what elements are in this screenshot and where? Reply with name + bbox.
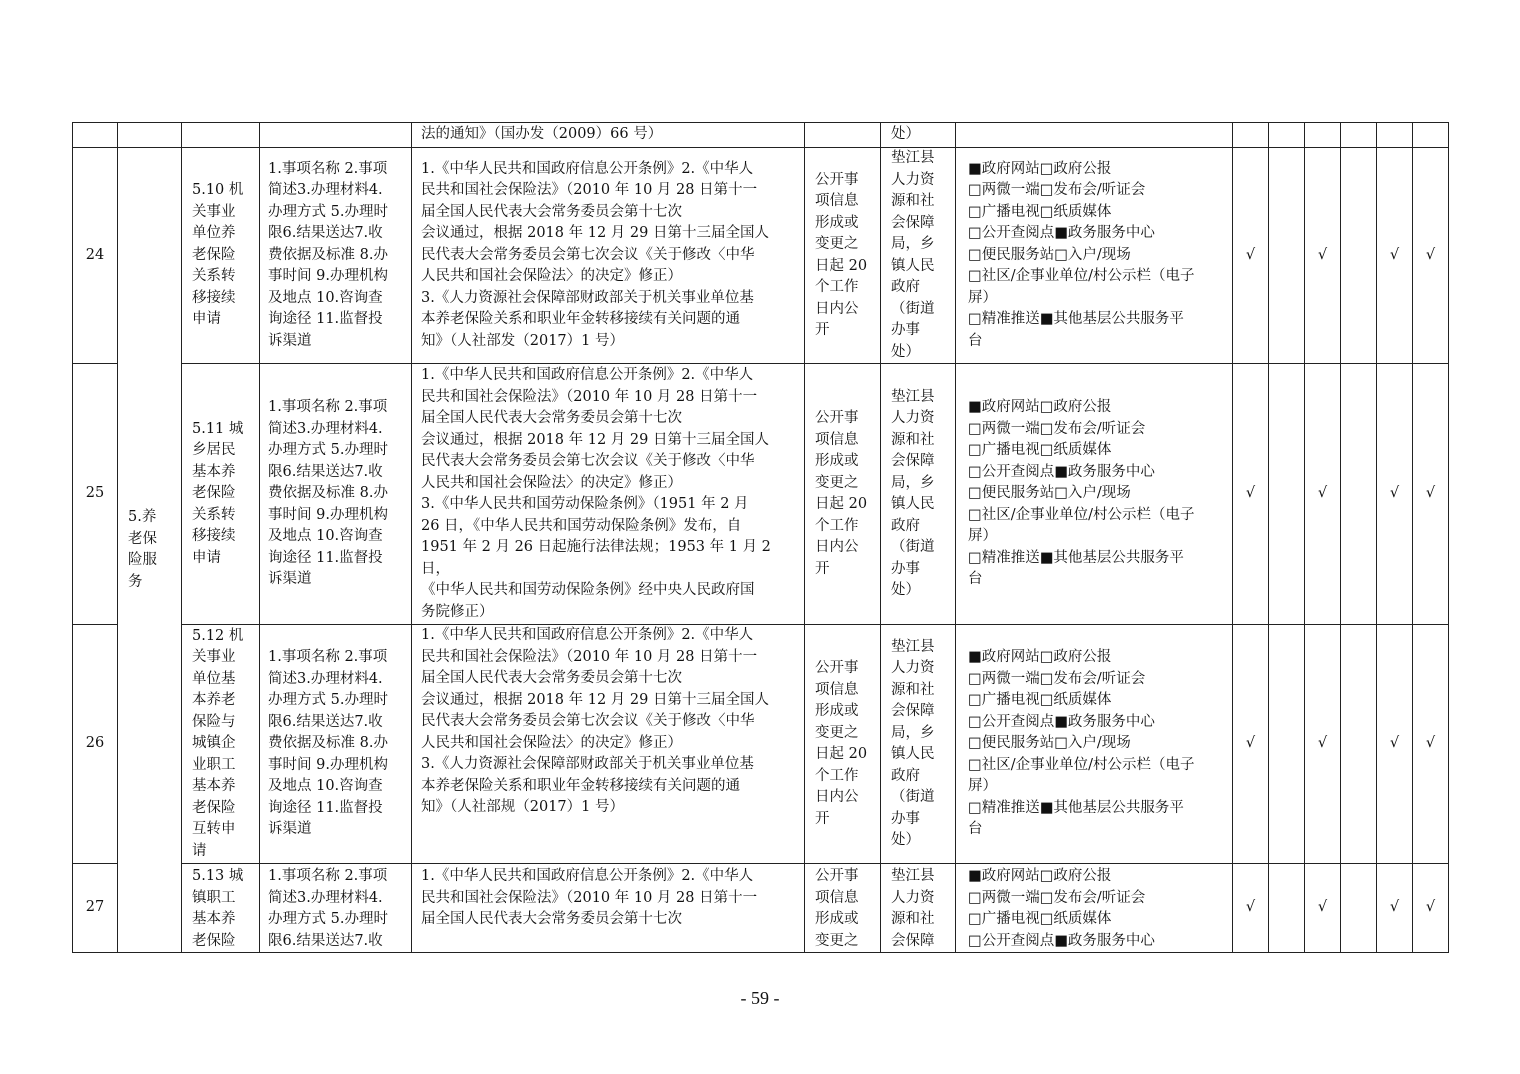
content-cell <box>260 864 412 953</box>
content-cell <box>260 364 412 625</box>
item-text: 5.10 机 关事业 单位养 老保险 关系转 移接续 申请 <box>192 182 244 328</box>
category-cell <box>118 148 182 953</box>
time-cell <box>805 148 881 364</box>
basis-text: 1.《中华人民共和国政府信息公开条例》2.《中华人 民共和国社会保险法》（2010 年 10 月 28 日第十一 届全国人民代表大会常务委员会第十七次 会议通过，根据 2018 年 12 月 29 日第十三届全国人 民代表大会常务委员会第七次会议《关于修改〈中华 人民共和国社会保险法〉的决定》修正） 3.《人力资源社会保障部财政部关于机关事业单位基 本养老保险关系和职业年金转移接续有关问题的通 知》（人社部发（2017）1 号） <box>421 160 769 349</box>
item-cell <box>182 123 260 148</box>
index-cell <box>73 123 118 148</box>
basis-text: 1.《中华人民共和国政府信息公开条例》2.《中华人 民共和国社会保险法》（2010 年 10 月 28 日第十一 届全国人民代表大会常务委员会第十七次 会议通过，根据 2018 年 12 月 29 日第十三届全国人 民代表大会常务委员会第七次会议《关于修改〈中华 人民共和国社会保险法〉的决定》修正） 3.《人力资源社会保障部财政部关于机关事业单位基 本养老保险关系和职业年金转移接续有关问题的通 知》（人社部规（2017）1 号） <box>421 627 769 815</box>
disclosure-table <box>72 122 1449 953</box>
index-cell: 27 <box>73 864 118 953</box>
check-cell: √ <box>1377 864 1413 953</box>
item-cell <box>182 364 260 625</box>
check-cell: √ <box>1305 364 1341 625</box>
content-text: 1.事项名称 2.事项 简述3.办理材料4. 办理方式 5.办理时 限6.结果送达7.收 <box>268 868 388 949</box>
time-cell <box>805 864 881 953</box>
check-cell <box>1341 123 1377 148</box>
subject-cell <box>881 364 956 625</box>
channels-text: ■政府网站□政府公报 □两微一端□发布会/听证会 □广播电视□纸质媒体 □公开查阅点■政务服务中心 □便民服务站□入户/现场 □社区/企事业单位/村公示栏（电子 屏） □精准推送■其他基层公共服务平 台 <box>968 399 1195 588</box>
category-cell <box>118 123 182 148</box>
subject-text: 垫江县 人力资 源和社 会保障 局，乡 镇人民 政府 （街道 办事 处） <box>891 150 935 360</box>
check-cell: √ <box>1413 148 1449 364</box>
channels-cell <box>956 864 1233 953</box>
check-cell: √ <box>1233 148 1269 364</box>
item-cell <box>182 148 260 364</box>
check-cell: √ <box>1377 625 1413 864</box>
basis-cell <box>412 625 805 864</box>
item-text: 5.12 机 关事业 单位基 本养老 保险与 城镇企 业职工 基本养 老保险 互转申 请 <box>192 627 244 859</box>
check-cell: √ <box>1413 364 1449 625</box>
category-text: 5.养 老保 险服 务 <box>128 509 157 590</box>
check-cell <box>1233 123 1269 148</box>
basis-text: 1.《中华人民共和国政府信息公开条例》2.《中华人 民共和国社会保险法》（2010 年 10 月 28 日第十一 届全国人民代表大会常务委员会第十七次 <box>421 868 758 927</box>
content-cell <box>260 625 412 864</box>
check-cell <box>1341 864 1377 953</box>
channels-cell <box>956 148 1233 364</box>
time-text: 公开事 项信息 形成或 变更之 日起 20 个工作 日内公 开 <box>815 410 868 577</box>
check-cell: √ <box>1413 864 1449 953</box>
table-row <box>73 364 1449 625</box>
subject-cell <box>881 864 956 953</box>
check-cell <box>1305 123 1341 148</box>
table-row <box>73 148 1449 364</box>
table-row <box>73 864 1449 953</box>
check-cell <box>1269 123 1305 148</box>
subject-text: 垫江县 人力资 源和社 会保障 局，乡 镇人民 政府 （街道 办事 处） <box>891 638 935 848</box>
check-cell: √ <box>1377 148 1413 364</box>
check-cell <box>1269 864 1305 953</box>
channels-cell <box>956 123 1233 148</box>
time-text: 公开事 项信息 形成或 变更之 日起 20 个工作 日内公 开 <box>815 171 868 338</box>
item-cell <box>182 864 260 953</box>
check-cell: √ <box>1413 625 1449 864</box>
index-cell: 26 <box>73 625 118 864</box>
check-cell: √ <box>1377 364 1413 625</box>
content-text: 1.事项名称 2.事项 简述3.办理材料4. 办理方式 5.办理时 限6.结果送达7.收 费依据及标准 8.办 事时间 9.办理机构 及地点 10.咨询查 询途径 11.监督投 诉渠道 <box>268 649 388 838</box>
subject-text: 处） <box>891 126 920 143</box>
basis-cell <box>412 123 805 148</box>
check-cell: √ <box>1233 364 1269 625</box>
content-cell <box>260 148 412 364</box>
table-row <box>73 625 1449 864</box>
basis-cell <box>412 364 805 625</box>
item-text: 5.13 城 镇职工 基本养 老保险 <box>192 868 244 949</box>
check-cell <box>1269 625 1305 864</box>
subject-text: 垫江县 人力资 源和社 会保障 局，乡 镇人民 政府 （街道 办事 处） <box>891 388 935 598</box>
item-cell <box>182 625 260 864</box>
check-cell: √ <box>1233 625 1269 864</box>
check-cell: √ <box>1305 864 1341 953</box>
basis-text: 法的通知》（国办发（2009）66 号） <box>421 126 663 143</box>
basis-text: 1.《中华人民共和国政府信息公开条例》2.《中华人 民共和国社会保险法》（2010 年 10 月 28 日第十一 届全国人民代表大会常务委员会第十七次 会议通过，根据 2018 年 12 月 29 日第十三届全国人 民代表大会常务委员会第七次会议《关于修改〈中华 人民共和国社会保险法〉的决定》修正） 3.《中华人民共和国劳动保险条例》（1951 年 2 月 26 日，《中华人民共和国劳动保险条例》发布，自 1951 年 2 月 26 日起施行法律法规；1953 年 1 月 2 日， 《中华人民共和国劳动保险条例》经中央人民政府国 务院修正） <box>421 367 771 620</box>
content-text: 1.事项名称 2.事项 简述3.办理材料4. 办理方式 5.办理时 限6.结果送达7.收 费依据及标准 8.办 事时间 9.办理机构 及地点 10.咨询查 询途径 11.监督投 诉渠道 <box>268 399 388 588</box>
subject-cell <box>881 148 956 364</box>
page-number: - 59 - <box>740 988 780 1008</box>
check-cell <box>1269 364 1305 625</box>
check-cell <box>1413 123 1449 148</box>
check-cell <box>1341 364 1377 625</box>
time-cell <box>805 123 881 148</box>
time-cell <box>805 625 881 864</box>
check-cell <box>1269 148 1305 364</box>
basis-cell <box>412 148 805 364</box>
channels-text: ■政府网站□政府公报 □两微一端□发布会/听证会 □广播电视□纸质媒体 □公开查阅点■政务服务中心 □便民服务站□入户/现场 □社区/企事业单位/村公示栏（电子 屏） □精准推送■其他基层公共服务平 台 <box>968 649 1195 838</box>
check-cell: √ <box>1305 148 1341 364</box>
channels-cell <box>956 625 1233 864</box>
subject-text: 垫江县 人力资 源和社 会保障 <box>891 868 935 949</box>
check-cell: √ <box>1233 864 1269 953</box>
index-cell: 24 <box>73 148 118 364</box>
content-text: 1.事项名称 2.事项 简述3.办理材料4. 办理方式 5.办理时 限6.结果送达7.收 费依据及标准 8.办 事时间 9.办理机构 及地点 10.咨询查 询途径 11.监督投 诉渠道 <box>268 160 388 349</box>
item-text: 5.11 城 乡居民 基本养 老保险 关系转 移接续 申请 <box>192 420 244 566</box>
time-text: 公开事 项信息 形成或 变更之 日起 20 个工作 日内公 开 <box>815 660 868 827</box>
time-text: 公开事 项信息 形成或 变更之 <box>815 868 859 949</box>
table-row-continued <box>73 123 1449 148</box>
content-cell <box>260 123 412 148</box>
subject-cell <box>881 123 956 148</box>
channels-text: ■政府网站□政府公报 □两微一端□发布会/听证会 □广播电视□纸质媒体 □公开查阅点■政务服务中心 <box>968 868 1155 949</box>
channels-text: ■政府网站□政府公报 □两微一端□发布会/听证会 □广播电视□纸质媒体 □公开查阅点■政务服务中心 □便民服务站□入户/现场 □社区/企事业单位/村公示栏（电子 屏） □精准推送■其他基层公共服务平 台 <box>968 160 1195 349</box>
check-cell <box>1341 625 1377 864</box>
subject-cell <box>881 625 956 864</box>
index-cell: 25 <box>73 364 118 625</box>
check-cell <box>1377 123 1413 148</box>
channels-cell <box>956 364 1233 625</box>
check-cell <box>1341 148 1377 364</box>
basis-cell <box>412 864 805 953</box>
time-cell <box>805 364 881 625</box>
check-cell: √ <box>1305 625 1341 864</box>
